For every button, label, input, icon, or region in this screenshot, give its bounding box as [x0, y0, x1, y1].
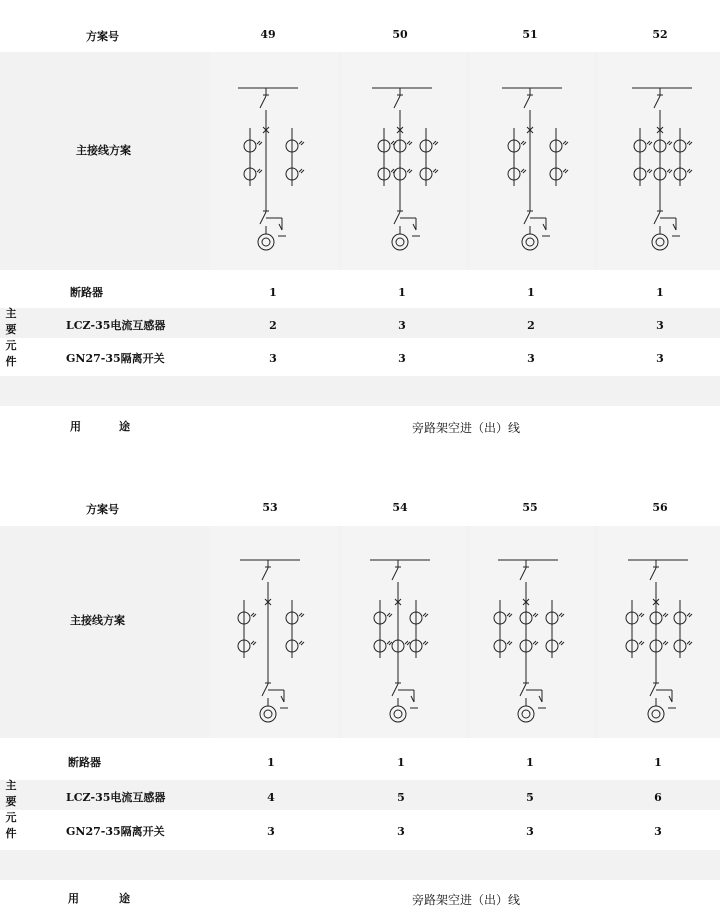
- ct-mark: [405, 641, 408, 644]
- ct-mark: [389, 642, 392, 645]
- scheme-number: 53: [262, 501, 278, 514]
- cable-head-symbol: [260, 706, 276, 722]
- cable-head-symbol: [518, 706, 534, 722]
- cable-head-symbol: [258, 234, 274, 250]
- ct-mark: [667, 141, 670, 144]
- component-value: 3: [654, 825, 662, 838]
- component-value: 3: [656, 319, 664, 332]
- ct-mark: [425, 614, 428, 617]
- ct-mark: [649, 170, 652, 173]
- group-char: 元: [5, 811, 17, 824]
- ct-mark: [561, 614, 564, 617]
- diagram-label: 主接线方案: [70, 614, 125, 627]
- disconnector-symbol: [260, 212, 266, 224]
- usage-char: 用: [70, 420, 81, 433]
- ct-mark: [425, 642, 428, 645]
- ct-mark: [533, 641, 536, 644]
- ct-mark: [259, 170, 262, 173]
- ct-mark: [559, 613, 562, 616]
- component-label: LCZ-35电流互感器: [66, 319, 166, 332]
- ct-mark: [639, 613, 642, 616]
- ct-mark: [689, 614, 692, 617]
- group-char: 件: [5, 827, 17, 840]
- ct-mark: [409, 170, 412, 173]
- cable-head-symbol: [394, 710, 402, 718]
- ct-mark: [433, 141, 436, 144]
- ct-mark: [299, 613, 302, 616]
- disconnector-symbol: [392, 684, 398, 696]
- ct-mark: [565, 170, 568, 173]
- ct-mark: [565, 142, 568, 145]
- ct-mark: [639, 641, 642, 644]
- ct-mark: [563, 169, 566, 172]
- ct-mark: [391, 141, 394, 144]
- component-value: 1: [527, 286, 535, 299]
- cable-head-symbol: [652, 234, 668, 250]
- ct-mark: [259, 142, 262, 145]
- ct-mark: [507, 613, 510, 616]
- group-char: 要: [5, 323, 17, 336]
- ct-mark: [299, 641, 302, 644]
- usage-value: 旁路架空进（出）线: [412, 421, 521, 435]
- ct-mark: [641, 614, 644, 617]
- component-value: 1: [526, 756, 534, 769]
- ct-mark: [299, 169, 302, 172]
- component-value: 6: [654, 791, 662, 804]
- component-value: 1: [654, 756, 662, 769]
- ct-mark: [257, 169, 260, 172]
- ct-mark: [509, 614, 512, 617]
- ct-mark: [407, 169, 410, 172]
- ct-mark: [423, 613, 426, 616]
- scheme-number: 52: [652, 28, 668, 41]
- disconnector-symbol: [524, 212, 530, 224]
- ct-mark: [649, 142, 652, 145]
- disconnector-symbol: [392, 568, 398, 580]
- component-value: 1: [397, 756, 405, 769]
- component-value: 3: [269, 352, 277, 365]
- ct-mark: [387, 613, 390, 616]
- component-value: 1: [656, 286, 664, 299]
- cable-head-symbol: [656, 238, 664, 246]
- ct-mark: [253, 614, 256, 617]
- ct-mark: [535, 614, 538, 617]
- ct-mark: [667, 169, 670, 172]
- cable-head-symbol: [522, 234, 538, 250]
- ct-mark: [663, 641, 666, 644]
- disconnector-symbol: [650, 684, 656, 696]
- ct-mark: [523, 170, 526, 173]
- ct-mark: [301, 642, 304, 645]
- ct-mark: [251, 613, 254, 616]
- component-value: 3: [527, 352, 535, 365]
- component-value: 2: [269, 319, 277, 332]
- ct-mark: [257, 141, 260, 144]
- component-label: LCZ-35电流互感器: [66, 791, 166, 804]
- header-label: 方案号: [86, 30, 119, 43]
- component-label: GN27-35隔离开关: [66, 352, 165, 365]
- ct-mark: [509, 642, 512, 645]
- diagram-label: 主接线方案: [76, 144, 131, 157]
- ct-mark: [533, 613, 536, 616]
- group-char: 件: [5, 355, 17, 368]
- group-char: 主: [5, 307, 17, 320]
- ct-mark: [689, 642, 692, 645]
- ct-mark: [299, 141, 302, 144]
- disconnector-symbol: [524, 96, 530, 108]
- component-value: 2: [527, 319, 535, 332]
- ct-mark: [507, 641, 510, 644]
- ct-mark: [433, 169, 436, 172]
- group-char: 元: [5, 339, 17, 352]
- usage-char: 用: [68, 892, 79, 905]
- ct-mark: [251, 641, 254, 644]
- scheme-number: 50: [392, 28, 408, 41]
- component-value: 3: [397, 825, 405, 838]
- ct-mark: [521, 169, 524, 172]
- ct-mark: [435, 142, 438, 145]
- disconnector-symbol: [654, 212, 660, 224]
- disconnector-symbol: [394, 96, 400, 108]
- component-label: 断路器: [68, 756, 101, 769]
- component-value: 4: [267, 791, 275, 804]
- ct-mark: [387, 641, 390, 644]
- ct-mark: [647, 141, 650, 144]
- ct-mark: [687, 141, 690, 144]
- component-value: 5: [526, 791, 534, 804]
- ct-mark: [253, 642, 256, 645]
- usage-char: 途: [119, 420, 130, 433]
- scheme-number: 54: [392, 501, 408, 514]
- ct-mark: [521, 141, 524, 144]
- disconnector-symbol: [520, 684, 526, 696]
- ct-mark: [389, 614, 392, 617]
- ct-mark: [647, 169, 650, 172]
- cable-head-symbol: [392, 234, 408, 250]
- ct-mark: [423, 641, 426, 644]
- ct-mark: [391, 169, 394, 172]
- component-value: 3: [526, 825, 534, 838]
- usage-char: 途: [119, 892, 130, 905]
- ct-mark: [663, 613, 666, 616]
- ct-mark: [535, 642, 538, 645]
- cable-head-symbol: [262, 238, 270, 246]
- ct-mark: [523, 142, 526, 145]
- disconnector-symbol: [650, 568, 656, 580]
- ct-mark: [407, 642, 410, 645]
- ct-mark: [301, 170, 304, 173]
- ct-mark: [301, 614, 304, 617]
- disconnector-symbol: [262, 568, 268, 580]
- ct-mark: [665, 614, 668, 617]
- disconnector-symbol: [394, 212, 400, 224]
- cable-head-symbol: [652, 710, 660, 718]
- group-char: 要: [5, 795, 17, 808]
- ct-mark: [689, 142, 692, 145]
- ct-mark: [559, 641, 562, 644]
- disconnector-symbol: [260, 96, 266, 108]
- disconnector-symbol: [654, 96, 660, 108]
- ct-mark: [561, 642, 564, 645]
- component-value: 1: [267, 756, 275, 769]
- component-value: 3: [398, 319, 406, 332]
- ct-mark: [687, 169, 690, 172]
- component-value: 1: [398, 286, 406, 299]
- cable-head-symbol: [526, 238, 534, 246]
- cable-head-symbol: [396, 238, 404, 246]
- header-label: 方案号: [86, 503, 119, 516]
- disconnector-symbol: [520, 568, 526, 580]
- scheme-number: 56: [652, 501, 668, 514]
- component-value: 3: [656, 352, 664, 365]
- ct-mark: [669, 142, 672, 145]
- group-char: 主: [5, 779, 17, 792]
- ct-mark: [563, 141, 566, 144]
- ct-mark: [669, 170, 672, 173]
- ct-mark: [641, 642, 644, 645]
- component-value: 3: [267, 825, 275, 838]
- component-value: 5: [397, 791, 405, 804]
- ct-mark: [689, 170, 692, 173]
- cable-head-symbol: [390, 706, 406, 722]
- component-label: GN27-35隔离开关: [66, 825, 165, 838]
- scheme-number: 49: [260, 28, 276, 41]
- component-value: 3: [398, 352, 406, 365]
- ct-mark: [407, 141, 410, 144]
- ct-mark: [687, 613, 690, 616]
- cable-head-symbol: [264, 710, 272, 718]
- component-label: 断路器: [70, 286, 103, 299]
- scheme-number: 55: [522, 501, 538, 514]
- ct-mark: [435, 170, 438, 173]
- ct-mark: [301, 142, 304, 145]
- disconnector-symbol: [262, 684, 268, 696]
- scheme-number: 51: [522, 28, 538, 41]
- component-value: 1: [269, 286, 277, 299]
- ct-mark: [665, 642, 668, 645]
- usage-value: 旁路架空进（出）线: [412, 893, 521, 907]
- cable-head-symbol: [648, 706, 664, 722]
- ct-mark: [687, 641, 690, 644]
- ct-mark: [409, 142, 412, 145]
- cable-head-symbol: [522, 710, 530, 718]
